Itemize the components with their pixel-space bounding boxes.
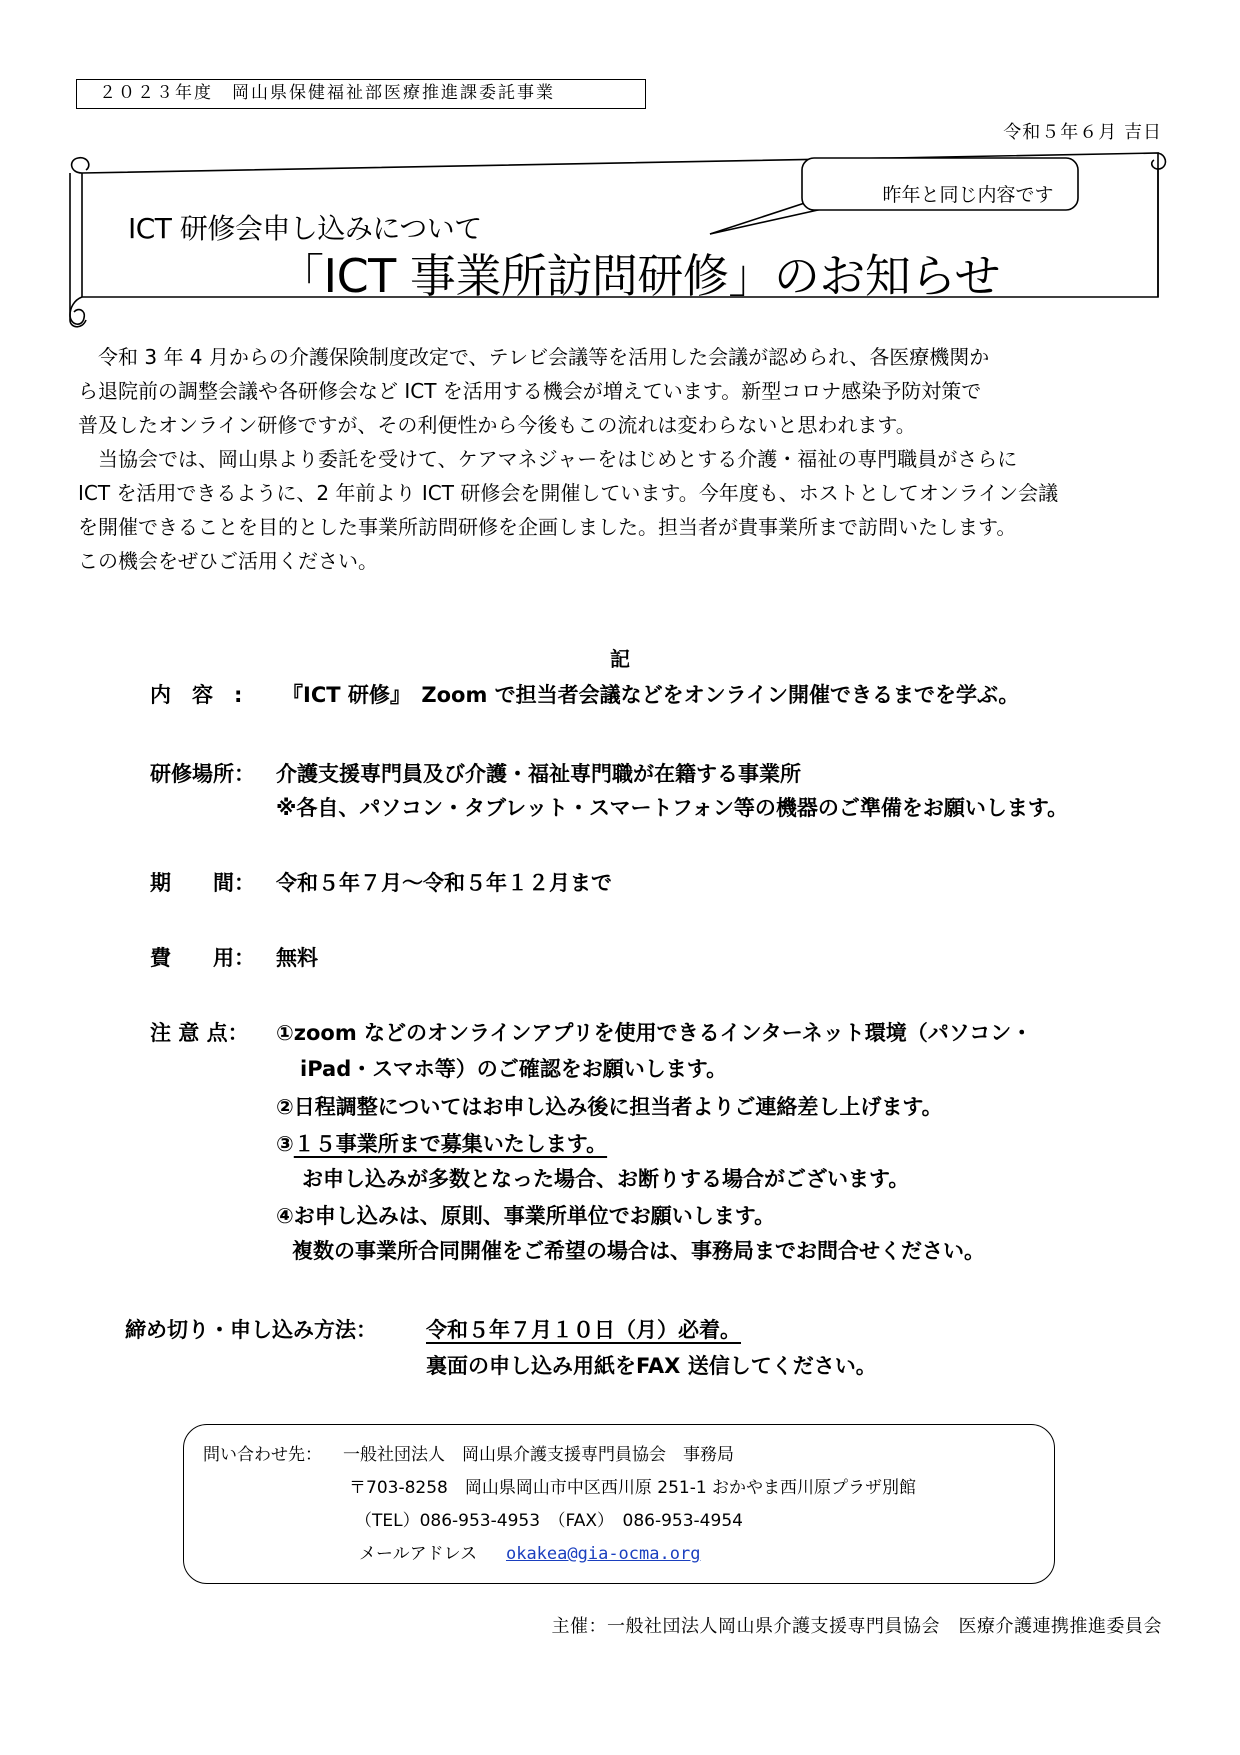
cost-row bbox=[0, 941, 1240, 975]
contact-phone-fax: （TEL）086-953-4953 （FAX） 086-953-4954 bbox=[355, 1511, 743, 1531]
issue-date: 令和５年６月 吉日 bbox=[1003, 122, 1162, 143]
intro-line: 令和 3 年 4 月からの介護保険制度改定で、テレビ会議等を活用した会議が認められ、各医療機関か bbox=[98, 345, 990, 369]
place-value: 介護支援専門員及び介護・福祉専門職が在籍する事業所 bbox=[276, 762, 801, 786]
place-note: ※各自、パソコン・タブレット・スマートフォン等の機器のご準備をお願いします。 bbox=[276, 796, 1069, 820]
intro-line: ICT を活用できるように、2 年前より ICT 研修会を開催しています。今年度も、ホストとしてオンライン会議 bbox=[78, 481, 1059, 505]
contact-address: 〒703-8258 岡山県岡山市中区西川原 251-1 おかやま西川原プラザ別館 bbox=[349, 1478, 917, 1498]
intro-line: 当協会では、岡山県より委託を受けて、ケアマネジャーをはじめとする介護・福祉の専門職員がさらに bbox=[98, 447, 1018, 471]
intro-text bbox=[78, 340, 1168, 578]
note-1-line-2: iPad・スマホ等）のご確認をお願いします。 bbox=[300, 1057, 728, 1081]
note-1-line-1: ①zoom などのオンラインアプリを使用できるインターネット環境（パソコン・ bbox=[276, 1021, 1033, 1045]
period-label: 期 間： bbox=[150, 871, 255, 895]
content-label: 内 容 : bbox=[150, 683, 243, 707]
note-3-number: ③ bbox=[276, 1132, 294, 1156]
email-label: メールアドレス bbox=[359, 1544, 478, 1564]
contact-email-row bbox=[359, 1538, 700, 1570]
contact-org: 一般社団法人 岡山県介護支援専門員協会 事務局 bbox=[343, 1445, 734, 1465]
notes-row bbox=[0, 1016, 1240, 1050]
place-row bbox=[0, 757, 1240, 791]
note-3-line-2: お申し込みが多数となった場合、お断りする場合がございます。 bbox=[302, 1167, 910, 1191]
note-3 bbox=[276, 1127, 607, 1161]
organizer-footer: 主催：一般社団法人岡山県介護支援専門員協会 医療介護連携推進委員会 bbox=[551, 1616, 1162, 1637]
cost-label: 費 用： bbox=[150, 946, 255, 970]
banner-subtitle: ICT 研修会申し込みについて bbox=[128, 212, 482, 245]
contact-label: 問い合わせ先： bbox=[203, 1445, 322, 1465]
callout-note: 昨年と同じ内容です bbox=[882, 184, 1054, 206]
cost-value: 無料 bbox=[276, 946, 318, 970]
note-4-line-2: 複数の事業所合同開催をご希望の場合は、事務局までお問合せください。 bbox=[292, 1239, 985, 1263]
deadline-note: 裏面の申し込み用紙をFAX 送信してください。 bbox=[426, 1354, 877, 1378]
intro-line: を開催できることを目的とした事業所訪問研修を企画しました。担当者が貴事業所まで訪問いたします。 bbox=[78, 515, 1017, 539]
intro-line: ら退院前の調整会議や各研修会など ICT を活用する機会が増えています。新型コロナ感染予防対策で bbox=[78, 379, 982, 403]
period-row bbox=[0, 866, 1240, 900]
period-value: 令和５年７月～令和５年１２月まで bbox=[276, 871, 612, 895]
content-row bbox=[0, 678, 1240, 712]
place-label: 研修場所： bbox=[150, 762, 255, 786]
deadline-value: 令和５年７月１０日（月）必着。 bbox=[426, 1318, 741, 1342]
note-2: ②日程調整についてはお申し込み後に担当者よりご連絡差し上げます。 bbox=[276, 1095, 943, 1119]
email-link[interactable]: okakea@gia-ocma.org bbox=[505, 1544, 701, 1564]
notes-label: 注 意 点： bbox=[150, 1021, 249, 1045]
ki-heading: 記 bbox=[610, 647, 630, 671]
content-value: 『ICT 研修』 Zoom で担当者会議などをオンライン開催できるまでを学ぶ。 bbox=[282, 683, 1020, 707]
intro-line: この機会をぜひご活用ください。 bbox=[78, 549, 378, 573]
deadline-row bbox=[0, 1313, 1240, 1347]
page-title: 「ICT 事業所訪問研修」のお知らせ bbox=[278, 249, 1001, 303]
note-3-underlined: １５事業所まで募集いたします。 bbox=[293, 1132, 608, 1156]
intro-line: 普及したオンライン研修ですが、その利便性から今後もこの流れは変わらないと思われます。 bbox=[78, 413, 916, 437]
deadline-label: 締め切り・申し込み方法： bbox=[125, 1318, 377, 1342]
program-header: ２０２３年度 岡山県保健福祉部医療推進課委託事業 bbox=[76, 79, 646, 109]
note-4-line-1: ④お申し込みは、原則、事業所単位でお願いします。 bbox=[276, 1204, 776, 1228]
